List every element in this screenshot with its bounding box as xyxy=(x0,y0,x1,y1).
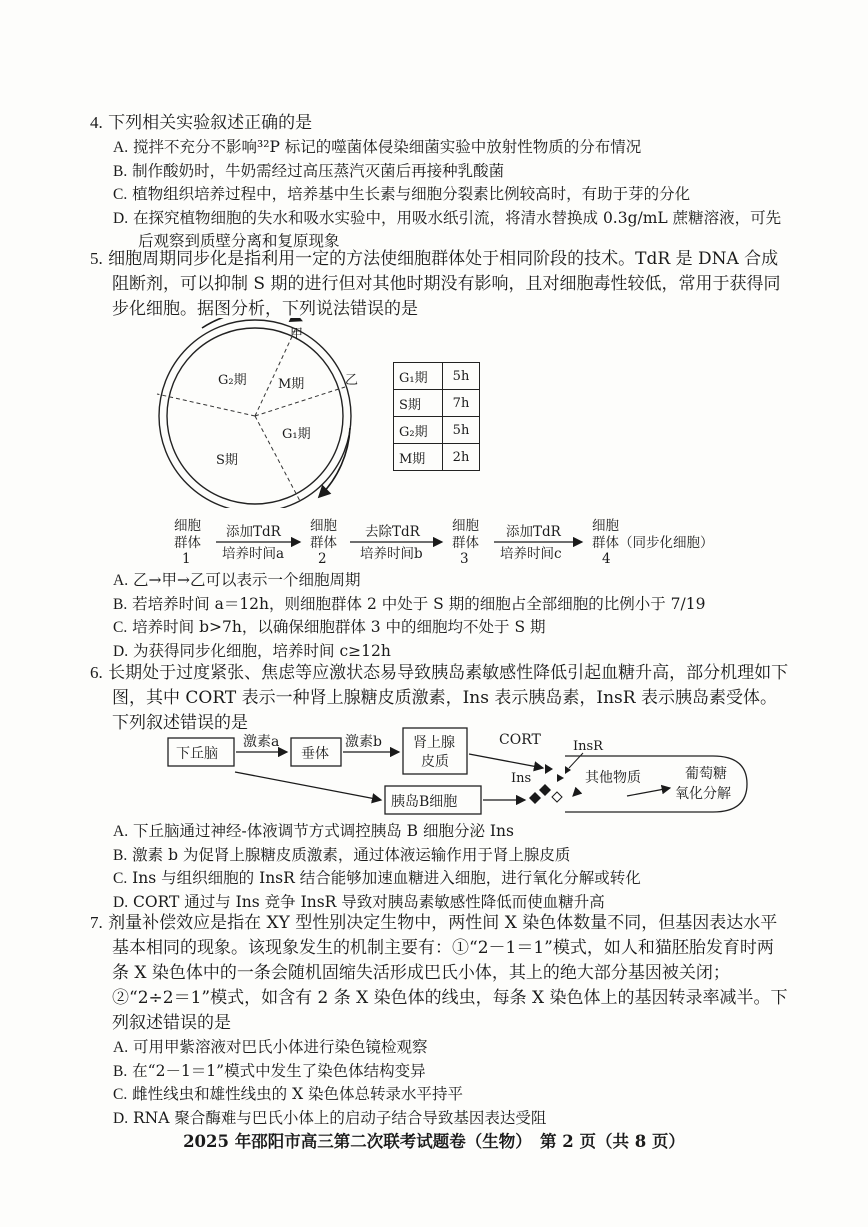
label-m: M期 xyxy=(278,377,305,392)
insr-receptor xyxy=(552,792,562,802)
question-stem: 下列相关实验叙述正确的是 xyxy=(108,113,313,133)
question-number: 6. xyxy=(90,663,103,682)
option-b: B. 激素 b 为促肾上腺糖皮质激素，通过体液运输作用于肾上腺皮质 xyxy=(113,845,571,864)
hypothalamus-label: 下丘脑 xyxy=(176,746,218,762)
option-a: A. 搅拌不充分不影响³²P 标记的噬菌体侵染细菌实验中放射性物质的分布情况 xyxy=(113,138,642,156)
flow-remove-tdr: 去除TdR xyxy=(365,524,420,540)
phase-divider xyxy=(157,394,255,416)
flow-add-tdr-2: 添加TdR xyxy=(506,524,561,540)
synchronization-flow xyxy=(160,512,760,570)
option-b: B. 制作酸奶时，牛奶需经过高压蒸汽灭菌后再接种乳酸菌 xyxy=(113,161,505,180)
label-yi: 乙 xyxy=(345,373,359,388)
option-c: C. 植物组织培养过程中，培养基中生长素与细胞分裂素比例较高时，有助于芽的分化 xyxy=(113,185,691,203)
question-stem: 细胞周期同步化是指利用一定的方法使细胞群体处于相同阶段的技术。TdR 是 DNA 合成阻断剂，可以抑制 S 期的进行但对其他时期没有影响，且对细胞毒性较低，常用于获得同步化细胞。据图分析，下列说法错误的是 xyxy=(108,249,781,319)
flow-group-2-number: 2 xyxy=(318,551,327,567)
other-substances-label: 其他物质 xyxy=(585,770,641,786)
insr-label: InsR xyxy=(573,739,603,754)
option-d: D. RNA 聚合酶难与巴氏小体上的启动子结合导致基因表达受阻 xyxy=(113,1108,547,1127)
glucose-label: 葡萄糖 xyxy=(685,766,727,782)
adrenal-label-line1: 肾上腺 xyxy=(413,735,455,751)
question-5 xyxy=(90,246,790,322)
hormone-mechanism-diagram xyxy=(165,726,775,826)
hormone-b-label: 激素b xyxy=(345,734,382,750)
question-number: 5. xyxy=(90,249,103,268)
cort-molecule xyxy=(557,774,564,782)
flow-group-1-line2: 群体 xyxy=(174,535,201,551)
flow-group-1-number: 1 xyxy=(182,551,191,567)
option-d: D. 在探究植物细胞的失水和吸水实验中，用吸水纸引流，将清水替换成 0.3g/mL 蔗糖溶液，可先后观察到质壁分离和复原现象 xyxy=(113,208,782,250)
question-6-options xyxy=(90,820,790,914)
cort-label: CORT xyxy=(499,732,541,748)
cycle-arrow-bottom xyxy=(320,428,350,496)
question-stem: 长期处于过度紧张、焦虑等应激状态易导致胰岛素敏感性降低引起血糖升高，部分机理如下图，其中 CORT 表示一种肾上腺糖皮质激素，Ins 表示胰岛素，InsR 表示胰岛素受体。下列叙述错误的是 xyxy=(108,663,789,733)
flow-time-c: 培养时间c xyxy=(500,546,562,562)
label-g2: G₂期 xyxy=(218,373,247,388)
flow-group-1-line1: 细胞 xyxy=(174,518,201,534)
flow-arrow xyxy=(235,772,381,800)
option-c: C. Ins 与组织细胞的 InsR 结合能够加速血糖进入细胞，进行氧化分解或转化 xyxy=(113,869,641,887)
option-c: C. 培养时间 b>7h，以确保细胞群体 3 中的细胞均不处于 S 期 xyxy=(113,618,546,636)
label-jia: 甲 xyxy=(290,327,304,342)
flow-group-4-number: 4 xyxy=(602,551,611,567)
pituitary-label: 垂体 xyxy=(301,746,329,762)
table-row: M期 2h xyxy=(394,444,480,471)
flow-time-b: 培养时间b xyxy=(360,546,423,562)
question-5-options xyxy=(90,569,790,663)
table-row: G₁期 5h xyxy=(394,363,480,390)
adrenal-label-line2: 皮质 xyxy=(421,754,449,770)
question-number: 7. xyxy=(90,913,103,932)
question-number: 4. xyxy=(90,113,103,132)
flow-group-3-line2: 群体 xyxy=(452,535,479,551)
option-b: B. 在“2－1＝1”模式中发生了染色体结构变异 xyxy=(113,1061,426,1080)
label-s: S期 xyxy=(216,453,238,468)
flow-group-2-line2: 群体 xyxy=(310,535,337,551)
phase-duration-table xyxy=(393,362,480,471)
islet-b-cell-label: 胰岛B细胞 xyxy=(391,794,458,810)
table-row: G₂期 5h xyxy=(394,417,480,444)
ins-molecule xyxy=(539,784,551,796)
flow-group-4-line2: 群体（同步化细胞） xyxy=(592,535,714,551)
oxidation-label: 氧化分解 xyxy=(675,786,731,802)
question-stem: 剂量补偿效应是指在 XY 型性别决定生物中，两性间 X 染色体数量不同，但基因表达水平基本相同的现象。该现象发生的机制主要有：①“2－1＝1”模式，如人和猫胚胎发育时两条 X 染色体中的一条会随机固缩失活形成巴氏小体，其上的绝大部分基因被关闭；②“2÷2＝1”模式，如含有 2 条 X 染色体的线虫，每条 X 染色体上的基因转录率减半。下列叙述错误的是 xyxy=(108,913,788,1033)
option-b: B. 若培养时间 a＝12h，则细胞群体 2 中处于 S 期的细胞占全部细胞的比例小于 7/19 xyxy=(113,594,706,613)
table-row: S期 7h xyxy=(394,390,480,417)
option-a: A. 乙→甲→乙可以表示一个细胞周期 xyxy=(113,571,361,589)
outer-circle xyxy=(159,320,351,508)
flow-arrow xyxy=(627,788,670,796)
question-6 xyxy=(90,660,790,736)
question-7 xyxy=(90,910,790,1130)
option-a: A. 可用甲紫溶液对巴氏小体进行染色镜检观察 xyxy=(113,1038,428,1056)
cell-cycle-diagram xyxy=(140,318,370,508)
flow-group-3-line1: 细胞 xyxy=(452,518,479,534)
option-c: C. 雌性线虫和雄性线虫的 X 染色体总转录水平持平 xyxy=(113,1085,464,1103)
flow-group-4-line1: 细胞 xyxy=(592,518,619,534)
flow-add-tdr-1: 添加TdR xyxy=(226,524,281,540)
option-d: D. CORT 通过与 Ins 竞争 InsR 导致对胰岛素敏感性降低而使血糖升高 xyxy=(113,892,605,911)
insr-pointer xyxy=(569,753,583,768)
ins-label: Ins xyxy=(511,771,532,786)
option-a: A. 下丘脑通过神经-体液调节方式调控胰岛 B 细胞分泌 Ins xyxy=(113,822,514,840)
flow-group-2-line1: 细胞 xyxy=(310,518,337,534)
flow-arrow xyxy=(469,754,543,768)
flow-time-a: 培养时间a xyxy=(222,546,285,562)
question-4 xyxy=(90,110,790,253)
hormone-a-label: 激素a xyxy=(243,734,280,750)
ins-molecule xyxy=(529,792,541,804)
flow-arrow xyxy=(573,790,579,796)
page-footer: 2025 年邵阳市高三第二次联考试题卷（生物） 第 2 页（共 8 页） xyxy=(183,1132,685,1151)
option-d: D. 为获得同步化细胞，培养时间 c≥12h xyxy=(113,641,391,660)
label-g1: G₁期 xyxy=(282,427,311,442)
cort-molecule xyxy=(545,764,553,774)
flow-group-3-number: 3 xyxy=(460,551,469,567)
